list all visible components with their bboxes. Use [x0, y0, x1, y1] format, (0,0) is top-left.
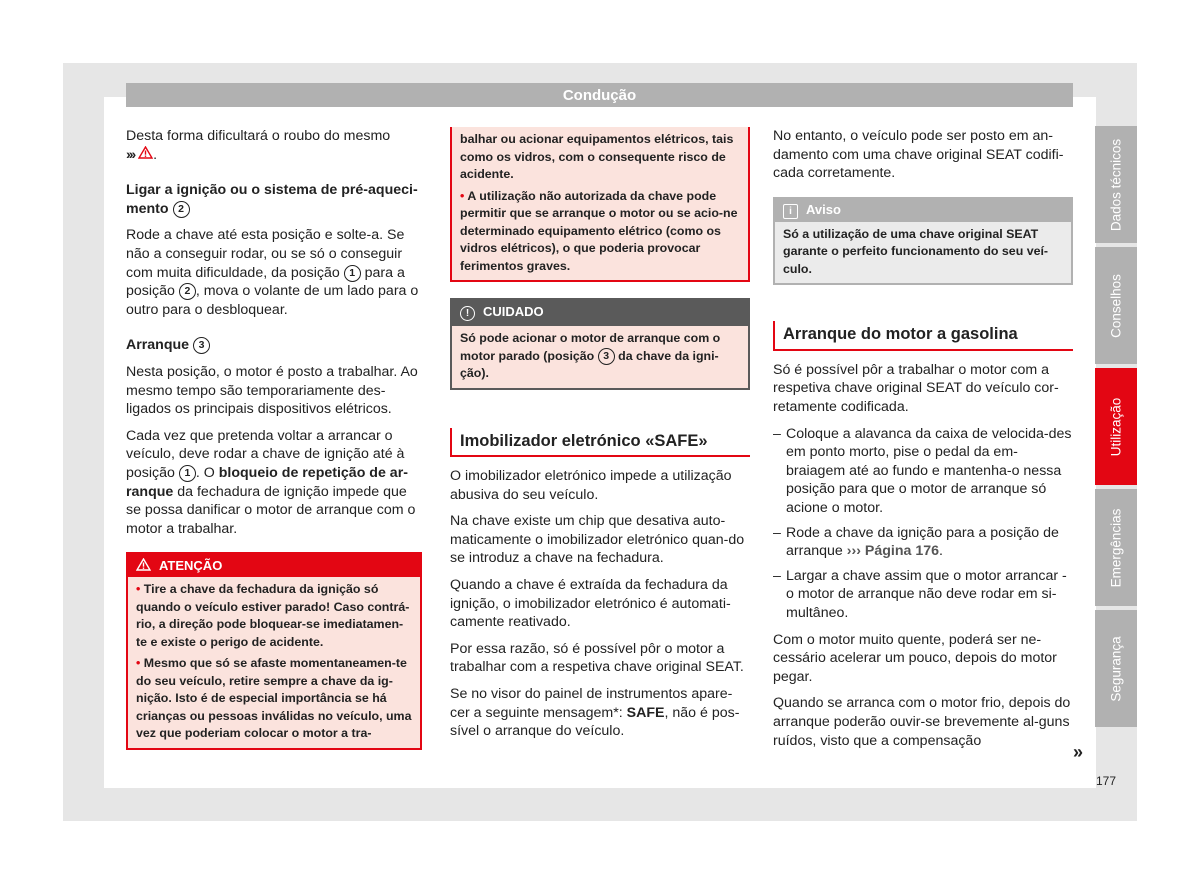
reference-arrow[interactable]: ›››: [126, 146, 135, 163]
column-1: [126, 127, 422, 750]
ignition-heading: Ligar a ignição ou o sistema de pré-aqueci-mento 2: [126, 182, 418, 217]
tab-utilizacao[interactable]: Utilização: [1095, 368, 1137, 485]
tab-seguranca[interactable]: Segurança: [1095, 610, 1137, 727]
paragraph: Na chave existe um chip que desativa auto-maticamente o imobilizador eletrónico quan-do se introduz a chave na fechadura.: [450, 513, 745, 567]
exclamation-circle-icon: !: [460, 306, 475, 321]
page-header: Condução: [126, 83, 1073, 107]
column-3: [773, 127, 1073, 758]
paragraph: Por essa razão, só é possível pôr o motor a trabalhar com a respetiva chave original SEAT.: [450, 640, 744, 676]
warning-triangle-icon: [138, 147, 153, 163]
caution-box-title: ! CUIDADO: [452, 298, 748, 326]
warning-item: • Mesmo que só se afaste momentaneamen-te do seu veículo, retire sempre a chave da ig-nição. Isto é de especial importância se há crianças ou pessoas inválidas no veículo, uma vez que poderiam colocar o motor a tra-: [136, 656, 412, 741]
position-number: 3: [193, 337, 210, 354]
warning-item-continued: balhar ou acionar equipamentos elétricos, tais como os vidros, com o consequente risco de acidente.: [460, 132, 734, 181]
warning-triangle-icon: [136, 558, 151, 573]
warning-item: • A utilização não autorizada da chave pode permitir que se arranque o motor ou se acio-ne determinado equipamento elétrico (como os vidros elétricos), o que poderia provocar ferimentos graves.: [460, 188, 738, 273]
page-reference-link[interactable]: ››› Página 176: [846, 543, 939, 560]
warning-item: • Tire a chave da fechadura da ignição só quando o veículo estiver parado! Caso contrá-rio, a direção pode bloquear-se imediatamen-te e existe o perigo de acidente.: [136, 582, 410, 649]
warning-box: [126, 552, 422, 750]
position-number: 3: [598, 348, 615, 365]
info-icon: i: [783, 204, 798, 219]
paragraph: Quando a chave é extraída da fechadura da ignição, o imobilizador eletrónico é automati-camente reativado.: [450, 577, 731, 631]
paragraph: Quando se arranca com o motor frio, depois do arranque poderão ouvir-se brevemente al-guns ruídos, visto que a compensação: [773, 695, 1071, 749]
list-item: – Coloque a alavanca da caixa de velocida-des em ponto morto, pise o pedal da em-braiagem até ao fundo e mantenha-o nessa posição para que o motor de arranque só acione o motor.: [773, 425, 1073, 518]
position-number: 1: [179, 465, 196, 482]
intro-paragraph: Desta forma dificultará o roubo do mesmo ››› .: [126, 128, 391, 163]
note-box: [773, 197, 1073, 286]
paragraph: Se no visor do painel de instrumentos apare-cer a seguinte mensagem*: SAFE, não é pos-sível o arranque do veículo.: [450, 686, 740, 740]
start-paragraph-1: Nesta posição, o motor é posto a trabalhar. Ao mesmo tempo são temporariamente des-ligados os principais dispositivos elétricos.: [126, 363, 418, 418]
list-item: – Largar a chave assim que o motor arrancar - o motor de arranque não deve rodar em si-multâneo.: [773, 567, 1073, 623]
note-box-title: i Aviso: [775, 197, 1071, 222]
list-item: – Rode a chave da ignição para a posição de arranque ››› Página 176.: [773, 524, 1073, 561]
page-number: 177: [1096, 774, 1117, 788]
tab-dados-tecnicos[interactable]: Dados técnicos: [1095, 126, 1137, 243]
position-number: 1: [344, 265, 361, 282]
paragraph: No entanto, o veículo pode ser posto em an-damento com uma chave original SEAT codifi-cada corretamente.: [773, 128, 1064, 182]
continue-arrow: »: [1073, 742, 1084, 762]
start-paragraph-2: Cada vez que pretenda voltar a arrancar o veículo, deve rodar a chave de ignição até à posição 1 . O bloqueio de repetição de ar-ranque da fechadura de ignição impede que se possa danificar o motor de arranque com o motor a trabalhar.: [126, 427, 416, 537]
caution-box-body: Só pode acionar o motor de arranque com o motor parado (posição 3 da chave da igni-ção).: [460, 331, 721, 380]
warning-box-title: ATENÇÃO: [128, 554, 420, 577]
position-number: 2: [179, 283, 196, 300]
paragraph: Com o motor muito quente, poderá ser ne-cessário acelerar um pouco, depois do motor pegar.: [773, 631, 1057, 685]
position-number: 2: [173, 201, 190, 218]
warning-box-body: [128, 577, 420, 748]
start-heading: Arranque 3: [126, 336, 422, 355]
section-heading: Imobilizador eletrónico «SAFE»: [450, 428, 750, 458]
section-heading: Arranque do motor a gasolina: [773, 321, 1073, 351]
paragraph: Só é possível pôr a trabalhar o motor com a respetiva chave original SEAT do veículo cor-retamente codificada.: [773, 361, 1059, 416]
tab-conselhos[interactable]: Conselhos: [1095, 247, 1137, 364]
note-box-body: Só a utilização de uma chave original SEAT garante o perfeito funcionamento do seu veí-culo.: [783, 226, 1049, 276]
column-2: [450, 127, 750, 749]
instruction-list: [773, 425, 1073, 623]
paragraph: O imobilizador eletrónico impede a utilização abusiva do seu veículo.: [450, 468, 732, 503]
warning-box-continued: [450, 127, 750, 282]
ignition-paragraph: Rode a chave até esta posição e solte-a. Se não a conseguir rodar, ou se só o conseguir com muita dificuldade, da posição 1 para a posição 2 , mova o volante de um lado para o outro para o desbloquear.: [126, 227, 419, 318]
caution-box: [450, 298, 750, 390]
tab-emergencias[interactable]: Emergências: [1095, 489, 1137, 606]
